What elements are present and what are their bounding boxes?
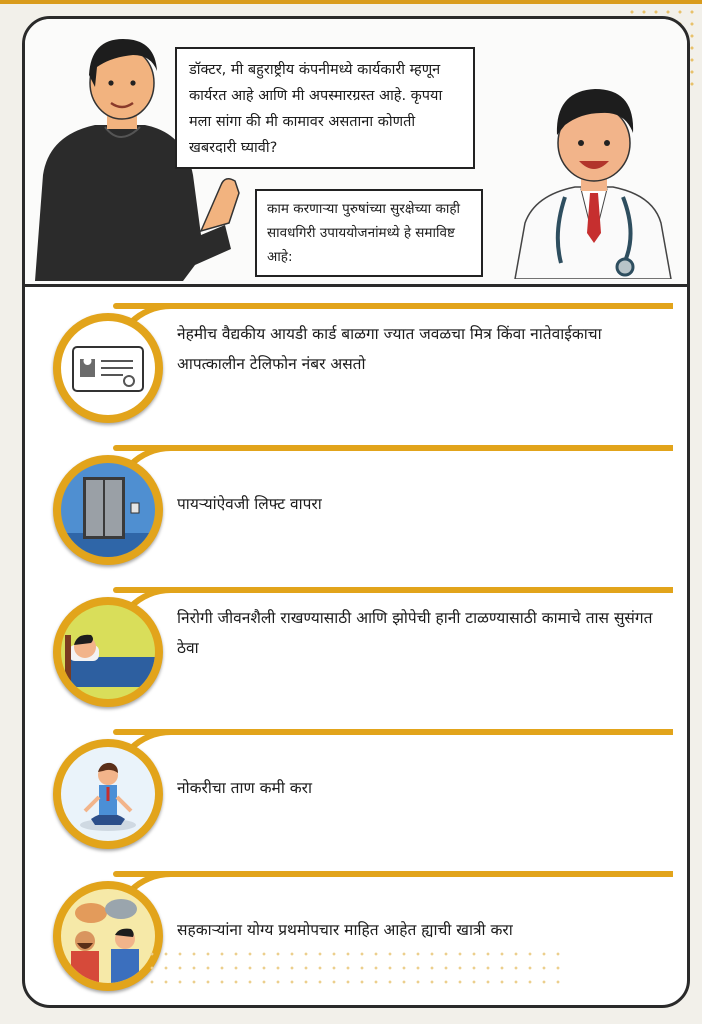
list-item	[53, 581, 673, 701]
list-item	[53, 297, 673, 417]
id-card-icon	[61, 321, 155, 415]
meditating-man-icon	[61, 747, 155, 841]
tip-text: नोकरीचा ताण कमी करा	[177, 779, 313, 797]
list-item	[53, 439, 673, 559]
decorative-line	[113, 729, 673, 735]
doctor-illustration	[495, 63, 690, 279]
conversation-header	[25, 19, 687, 287]
tip-icon-frame	[53, 597, 163, 707]
decorative-line	[113, 303, 673, 309]
tip-text: सहकाऱ्यांना योग्य प्रथमोपचार माहित आहेत ह्याची खात्री करा	[177, 921, 513, 939]
coworkers-talking-icon	[61, 889, 155, 983]
tip-icon-frame	[53, 313, 163, 423]
decorative-line	[113, 871, 673, 877]
decorative-line	[113, 587, 673, 593]
doctor-speech-bubble: काम करणाऱ्या पुरुषांच्या सुरक्षेच्या काही सावधगिरी उपाययोजनांमध्ये हे समाविष्ट आहे:	[255, 189, 483, 277]
tip-text: नेहमीच वैद्यकीय आयडी कार्ड बाळगा ज्यात जवळचा मित्र किंवा नातेवाईकाचा आपत्कालीन टेलिफोन नंबर असतो	[177, 325, 602, 373]
sleeping-man-icon	[61, 605, 155, 699]
tip-text: निरोगी जीवनशैली राखण्यासाठी आणि झोपेची हानी टाळण्यासाठी कामाचे तास सुसंगत ठेवा	[177, 609, 653, 657]
decorative-line	[113, 445, 673, 451]
comic-panel	[22, 16, 690, 1008]
man-speech-bubble: डॉक्टर, मी बहुराष्ट्रीय कंपनीमध्ये कार्यकारी म्हणून कार्यरत आहे आणि मी अपस्मारग्रस्त आहे. कृपया मला सांगा की मी कामावर असताना कोणती खबरदारी घ्यावी?	[175, 47, 475, 169]
tip-text: पायऱ्यांऐवजी लिफ्ट वापरा	[177, 495, 322, 513]
elevator-icon	[61, 463, 155, 557]
tip-icon-frame	[53, 739, 163, 849]
top-rule	[0, 0, 702, 4]
decorative-dots	[145, 947, 565, 987]
list-item	[53, 723, 673, 843]
tip-icon-frame	[53, 455, 163, 565]
